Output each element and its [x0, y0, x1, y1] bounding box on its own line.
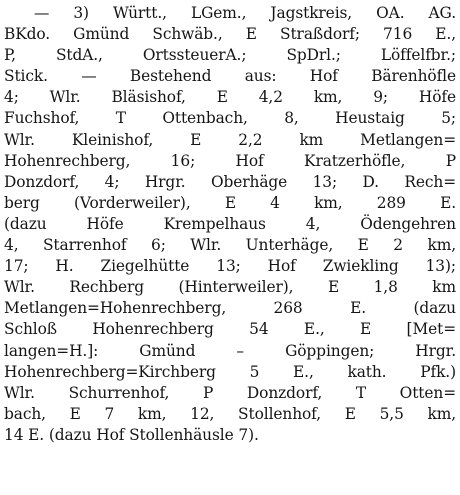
entry-line-17: langen=H.]: Gmünd – Göppingen; Hrgr.	[4, 341, 456, 360]
entry-line-3: P, StdA., OrtssteuerA.; SpDrl.; Löffelfbr.;	[4, 46, 456, 65]
entry-line-9: Donzdorf, 4; Hrgr. Oberhäge 13; D. Rech=	[4, 172, 456, 191]
entry-line-8: Hohenrechberg, 16; Hof Kratzerhöfle, P	[4, 151, 456, 170]
entry-line-5: 4; Wlr. Bläsishof, E 4,2 km, 9; Höfe	[4, 88, 456, 107]
gazetteer-entry	[4, 3, 456, 446]
entry-line-11: (dazu Höfe Krempelhaus 4, Ödengehren	[4, 214, 456, 233]
entry-line-2: BKdo. Gmünd Schwäb., E Straßdorf; 716 E.,	[4, 25, 456, 44]
entry-line-18: Hohenrechberg=Kirchberg 5 E., kath. Pfk.)	[4, 362, 456, 381]
entry-line-10: berg (Vorderweiler), E 4 km, 289 E.	[4, 193, 456, 212]
entry-line-21: 14 E. (dazu Hof Stollenhäusle 7).	[4, 425, 259, 444]
entry-line-14: Wlr. Rechberg (Hinterweiler), E 1,8 km	[4, 278, 456, 297]
entry-line-1: — 3) Württ., LGem., Jagstkreis, OA. AG.	[34, 4, 456, 22]
entry-line-16: Schloß Hohenrechberg 54 E., E [Met=	[4, 320, 456, 339]
entry-line-7: Wlr. Kleinishof, E 2,2 km Metlangen=	[4, 130, 456, 149]
entry-line-12: 4, Starrenhof 6; Wlr. Unterhäge, E 2 km,	[4, 236, 456, 255]
entry-line-6: Fuchshof, T Ottenbach, 8, Heustaig 5;	[4, 109, 456, 128]
entry-line-13: 17; H. Ziegelhütte 13; Hof Zwiekling 13);	[4, 257, 456, 276]
entry-line-20: bach, E 7 km, 12, Stollenhof, E 5,5 km,	[4, 404, 456, 423]
entry-line-15: Metlangen=Hohenrechberg, 268 E. (dazu	[4, 299, 456, 318]
entry-line-4: Stick. — Bestehend aus: Hof Bärenhöfle	[4, 67, 456, 86]
entry-line-19: Wlr. Schurrenhof, P Donzdorf, T Otten=	[4, 383, 456, 402]
